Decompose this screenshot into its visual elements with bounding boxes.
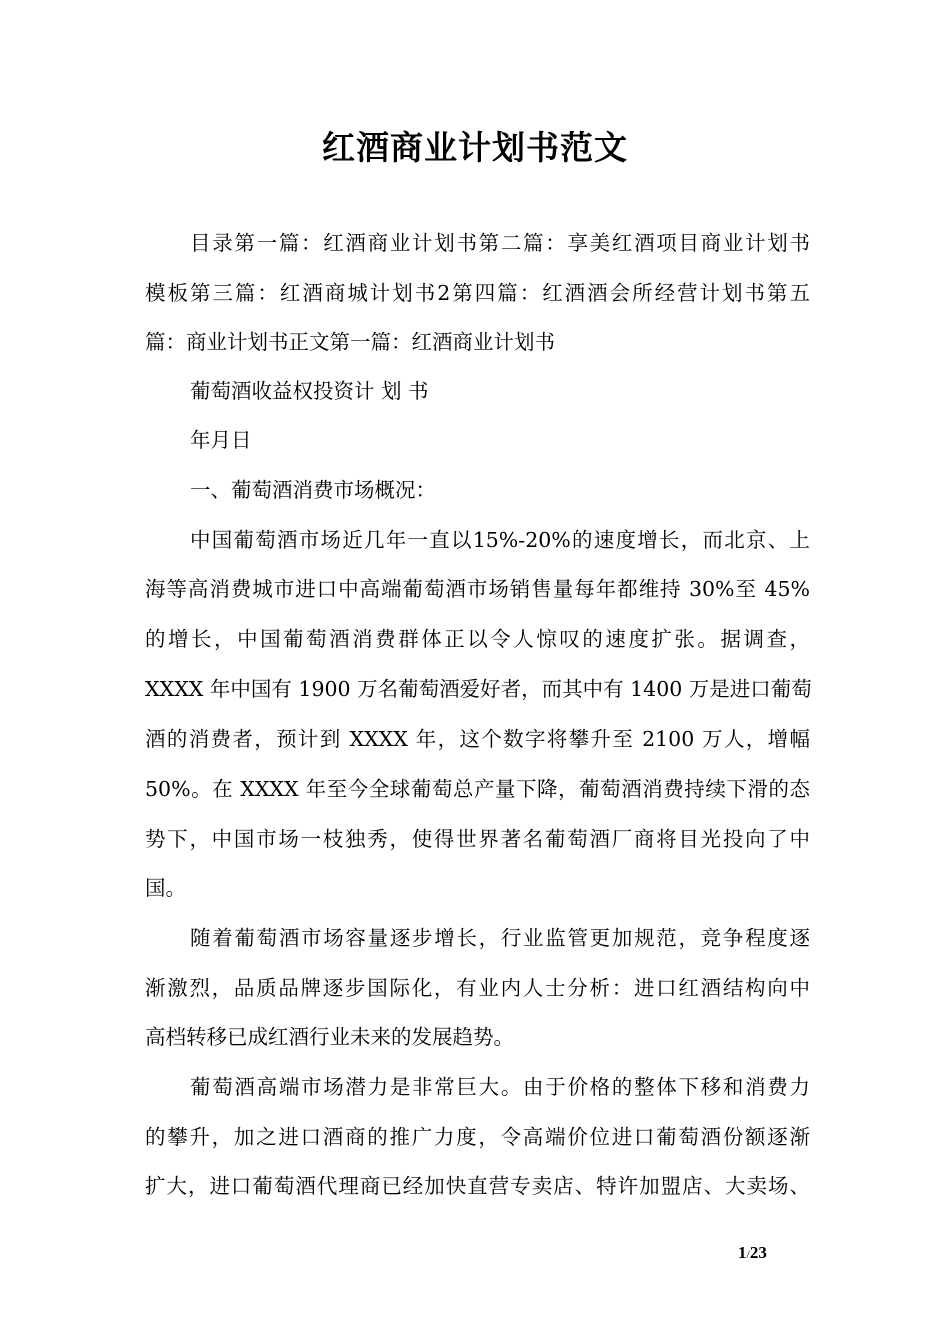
text-line: 模板第三篇：红酒商城计划书2第四篇：红酒酒会所经营计划书第五 — [145, 281, 810, 305]
text-line: 中国葡萄酒市场近几年一直以15%-20%的速度增长，而北京、上 — [190, 528, 810, 552]
text-line: 酒的消费者，预计到 XXXX 年，这个数字将攀升至 2100 万人，增幅 — [145, 727, 810, 751]
text-line: 扩大，进口葡萄酒代理商已经加快直营专卖店、特许加盟店、大卖场、 — [145, 1174, 810, 1198]
page-total: 23 — [749, 1243, 767, 1262]
text-line: 高档转移已成红酒行业未来的发展趋势。 — [145, 1025, 514, 1049]
page-number — [738, 1243, 767, 1263]
text-line: XXXX 年中国有 1900 万名葡萄酒爱好者，而其中有 1400 万是进口葡萄 — [145, 677, 812, 701]
text-line: 目录第一篇：红酒商业计划书第二篇：享美红酒项目商业计划书 — [190, 231, 810, 255]
text-line: 年月日 — [190, 428, 252, 452]
text-line: 50%。在 XXXX 年至今全球葡萄总产量下降，葡萄酒消费持续下滑的态 — [145, 777, 810, 801]
text-line: 随着葡萄酒市场容量逐步增长，行业监管更加规范，竞争程度逐 — [190, 926, 810, 950]
text-line: 海等高消费城市进口中高端葡萄酒市场销售量每年都维持 30%至 45% — [145, 577, 810, 601]
text-line: 势下，中国市场一枝独秀，使得世界著名葡萄酒厂商将目光投向了中 — [145, 827, 810, 851]
document-title: 红酒商业计划书范文 — [322, 128, 628, 167]
text-line: 篇：商业计划书正文第一篇：红酒商业计划书 — [145, 330, 555, 354]
text-line: 葡萄酒高端市场潜力是非常巨大。由于价格的整体下移和消费力 — [190, 1075, 810, 1099]
page-separator: / — [746, 1247, 750, 1261]
text-line: 葡萄酒收益权投资计 划 书 — [190, 379, 429, 403]
text-line: 的增长，中国葡萄酒消费群体正以令人惊叹的速度扩张。据调查， — [145, 627, 810, 651]
page-current: 1 — [738, 1243, 747, 1262]
text-line: 的攀升，加之进口酒商的推广力度，令高端价位进口葡萄酒份额逐渐 — [145, 1125, 810, 1149]
text-line: 渐激烈，品质品牌逐步国际化，有业内人士分析：进口红酒结构向中 — [145, 976, 810, 1000]
text-line: 国。 — [145, 876, 186, 900]
section-heading: 一、葡萄酒消费市场概况： — [190, 478, 436, 502]
